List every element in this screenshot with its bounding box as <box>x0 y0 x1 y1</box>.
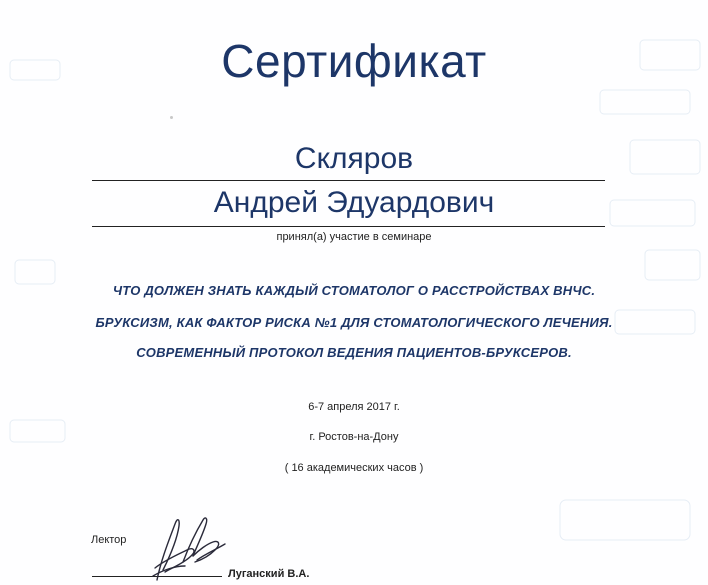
scan-dot <box>170 116 173 119</box>
recipient-given-names: Андрей Эдуардович <box>213 186 495 219</box>
lecturer-name: Луганский В.А. <box>228 568 310 580</box>
surname-underline <box>92 180 605 181</box>
lecturer-label: Лектор <box>91 534 127 546</box>
seminar-title-line-3: СОВРЕМЕННЫЙ ПРОТОКОЛ ВЕДЕНИЯ ПАЦИЕНТОВ-БРУКСЕРОВ. <box>136 345 572 360</box>
given-names-underline <box>92 226 605 227</box>
recipient-surname: Скляров <box>294 142 414 175</box>
seminar-title-line-2: БРУКСИЗМ, КАК ФАКТОР РИСКА №1 ДЛЯ СТОМАТОЛОГИЧЕСКОГО ЛЕЧЕНИЯ. <box>95 315 613 330</box>
seminar-hours: ( 16 академических часов ) <box>284 462 424 474</box>
seminar-city: г. Ростов-на-Дону <box>309 431 399 443</box>
participation-text: принял(а) участие в семинаре <box>276 231 432 243</box>
lecturer-signature <box>135 510 235 585</box>
seminar-title-line-1: ЧТО ДОЛЖЕН ЗНАТЬ КАЖДЫЙ СТОМАТОЛОГ О РАССТРОЙСТВАХ ВНЧС. <box>112 283 596 298</box>
seminar-date: 6-7 апреля 2017 г. <box>308 401 400 413</box>
certificate-title: Сертификат <box>221 35 487 87</box>
